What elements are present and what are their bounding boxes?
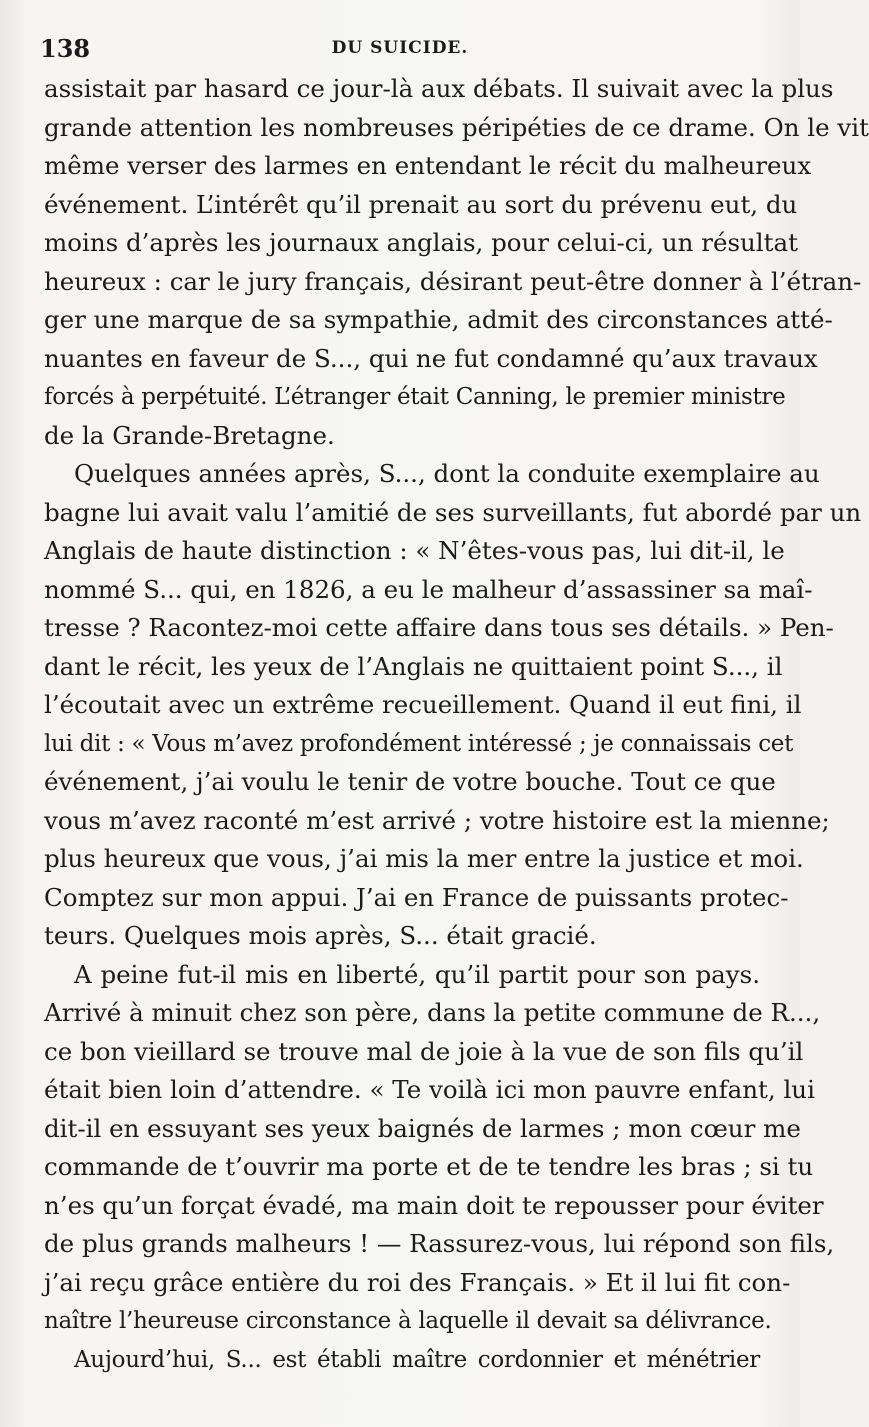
page-number: 138 bbox=[40, 34, 91, 63]
text-line: l’écoutait avec un extrême recueillement. Quand il eut fini, il bbox=[44, 690, 802, 719]
text-line: ce bon vieillard se trouve mal de joie à la vue de son fils qu’il bbox=[44, 1036, 804, 1066]
text-line: de la Grande-Bretagne. bbox=[44, 420, 335, 450]
text-line: Aujourd’hui, S... est établi maître cordonnier et ménétrier bbox=[74, 1346, 760, 1373]
text-line: teurs. Quelques mois après, S... était gracié. bbox=[44, 921, 597, 950]
page-header bbox=[40, 34, 760, 64]
text-line: ger une marque de sa sympathie, admit des circonstances atté- bbox=[44, 305, 833, 334]
text-line: Quelques années après, S..., dont la conduite exemplaire au bbox=[74, 459, 820, 488]
text-line: Anglais de haute distinction : « N’êtes-vous pas, lui dit-il, le bbox=[44, 536, 785, 565]
text-line: plus heureux que vous, j’ai mis la mer entre la justice et moi. bbox=[44, 844, 804, 873]
text-line: lui dit : « Vous m’avez profondément intéressé ; je connaissais cet bbox=[44, 730, 794, 757]
text-line: de plus grands malheurs ! — Rassurez-vous, lui répond son fils, bbox=[44, 1229, 835, 1258]
text-line: naître l’heureuse circonstance à laquelle il devait sa délivrance. bbox=[44, 1308, 772, 1334]
text-line: bagne lui avait valu l’amitié de ses surveillants, fut abordé par un bbox=[44, 497, 862, 527]
text-line: moins d’après les journaux anglais, pour celui-ci, un résultat bbox=[44, 228, 798, 257]
text-line: était bien loin d’attendre. « Te voilà ici mon pauvre enfant, lui bbox=[44, 1075, 815, 1104]
text-line: Comptez sur mon appui. J’ai en France de puissants protec- bbox=[44, 882, 789, 912]
text-line: grande attention les nombreuses péripéties de ce drame. On le vit bbox=[44, 112, 869, 142]
text-line: nommé S... qui, en 1826, a eu le malheur d’assassiner sa maî- bbox=[44, 574, 813, 604]
text-line: Arrivé à minuit chez son père, dans la petite commune de R..., bbox=[44, 998, 821, 1027]
text-line: dit-il en essuyant ses yeux baignés de larmes ; mon cœur me bbox=[44, 1113, 801, 1143]
text-line: événement, j’ai voulu le tenir de votre bouche. Tout ce que bbox=[44, 767, 776, 796]
text-line: nuantes en faveur de S..., qui ne fut condamné qu’aux travaux bbox=[44, 343, 818, 373]
text-line: n’es qu’un forçat évadé, ma main doit te repousser pour éviter bbox=[44, 1190, 824, 1220]
text-line: heureux : car le jury français, désirant peut-être donner à l’étran- bbox=[44, 266, 862, 296]
text-line: commande de t’ouvrir ma porte et de te tendre les bras ; si tu bbox=[44, 1152, 814, 1181]
text-line: tresse ? Racontez-moi cette affaire dans tous ses détails. » Pen- bbox=[44, 613, 834, 642]
text-line: même verser des larmes en entendant le récit du malheureux bbox=[44, 151, 812, 180]
text-line: A peine fut-il mis en liberté, qu’il partit pour son pays. bbox=[74, 959, 760, 989]
body-text bbox=[44, 70, 869, 1379]
text-line: forcés à perpétuité. L’étranger était Canning, le premier ministre bbox=[44, 384, 786, 410]
text-line: j’ai reçu grâce entière du roi des Français. » Et il lui fit con- bbox=[44, 1267, 791, 1297]
text-line: événement. L’intérêt qu’il prenait au sort du prévenu eut, du bbox=[44, 189, 798, 219]
text-line: dant le récit, les yeux de l’Anglais ne quittaient point S..., il bbox=[44, 651, 783, 681]
text-line: assistait par hasard ce jour-là aux débats. Il suivait avec la plus bbox=[44, 74, 834, 103]
text-line: vous m’avez raconté m’est arrivé ; votre histoire est la mienne; bbox=[44, 805, 830, 835]
running-head: DU SUICIDE. bbox=[331, 38, 469, 58]
